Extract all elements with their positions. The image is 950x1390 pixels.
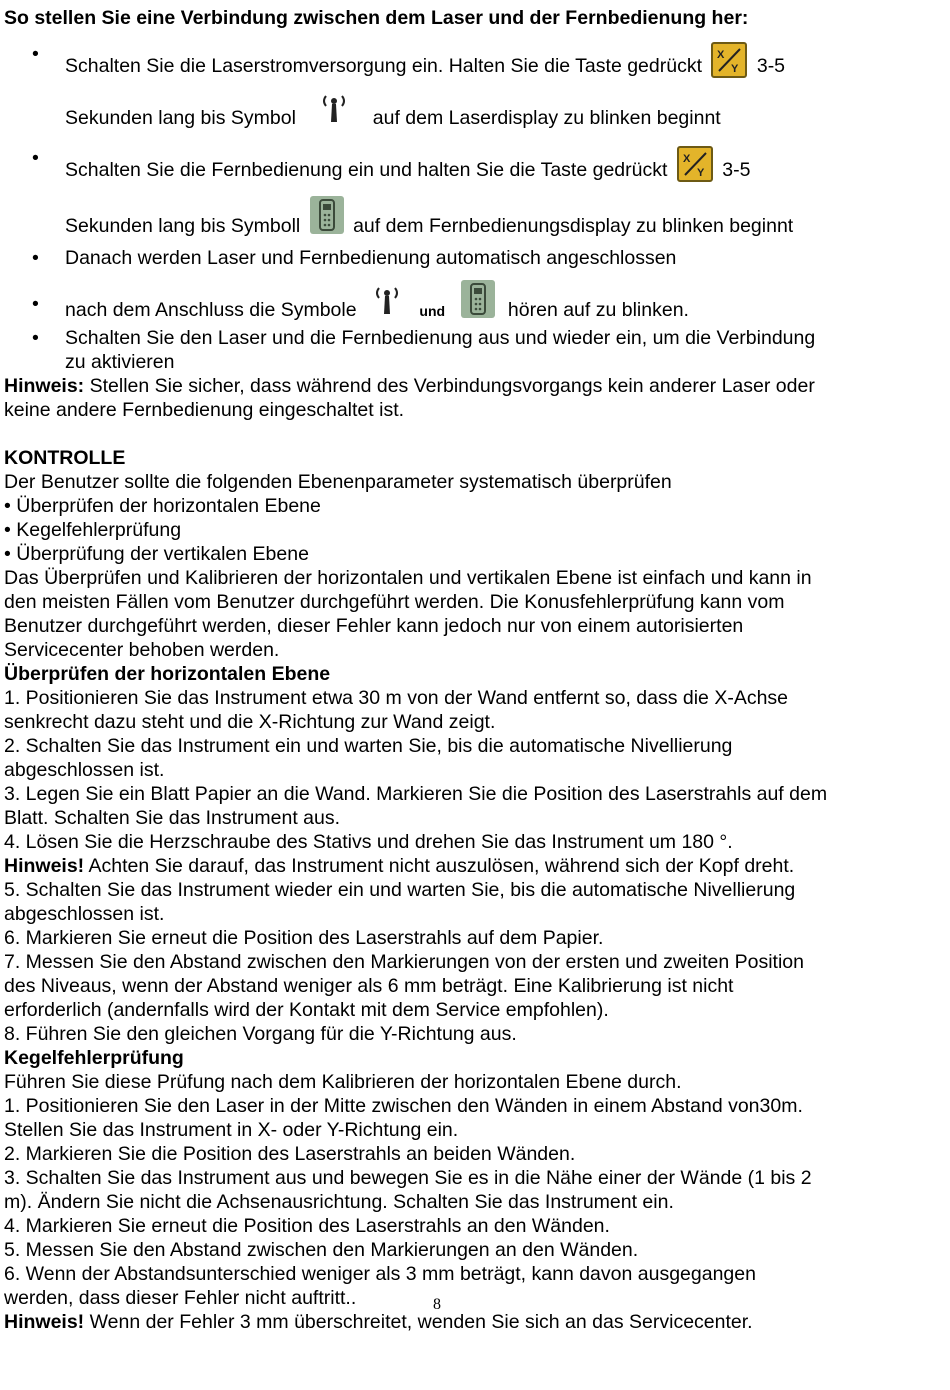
xy-button-icon	[677, 146, 713, 182]
horizontal-heading: Überprüfen der horizontalen Ebene	[4, 663, 331, 685]
paragraph-line: Das Überprüfen und Kalibrieren der horizontalen und vertikalen Ebene ist einfach und kann in	[4, 567, 812, 589]
paragraph-line: werden, dass dieser Fehler nicht auftritt..	[4, 1287, 357, 1309]
list-item: • Schalten Sie die Fernbedienung ein und halten Sie die Taste gedrückt X Y 3-5 Sekunden lang bis Symboll auf dem Fernbedienungsdisplay zu blinken beginnt	[32, 147, 794, 237]
paragraph-line: Blatt. Schalten Sie das Instrument aus.	[4, 807, 341, 829]
hint-paragraph: Hinweis! Wenn der Fehler 3 mm überschreitet, wenden Sie sich an das Servicecenter.	[4, 1311, 753, 1333]
paragraph-line: Servicecenter behoben werden.	[4, 639, 280, 661]
paragraph-line: senkrecht dazu steht und die X-Richtung zur Wand zeigt.	[4, 711, 496, 733]
paragraph-line: 1. Positionieren Sie das Instrument etwa 30 m von der Wand entfernt so, dass die X-Achse	[4, 687, 789, 709]
remote-control-icon	[461, 280, 495, 318]
paragraph-line: 2. Markieren Sie die Position des Laserstrahls an beiden Wänden.	[4, 1143, 576, 1165]
antenna-signal-icon	[317, 90, 351, 126]
paragraph-line: 3. Legen Sie ein Blatt Papier an die Wand. Markieren Sie die Position des Laserstrahls auf dem	[4, 783, 828, 805]
paragraph-line: 6. Markieren Sie erneut die Position des Laserstrahls auf dem Papier.	[4, 927, 604, 949]
paragraph-line: Führen Sie diese Prüfung nach dem Kalibrieren der horizontalen Ebene durch.	[4, 1071, 682, 1093]
svg-text:X: X	[717, 49, 725, 61]
paragraph-line: 4. Markieren Sie erneut die Position des Laserstrahls an den Wänden.	[4, 1215, 610, 1237]
svg-text:Y: Y	[731, 63, 739, 75]
paragraph-line: abgeschlossen ist.	[4, 759, 165, 781]
list-item: • Danach werden Laser und Fernbedienung automatisch angeschlossen	[32, 247, 677, 269]
kontrolle-heading: KONTROLLE	[4, 447, 126, 469]
document-page: So stellen Sie eine Verbindung zwischen dem Laser und der Fernbedienung her: • Schalten Sie die Laserstromversorgung ein. Halten Sie die Taste gedrückt X Y 3-5 Sekunden lang bis Symbol auf dem Laserdisplay zu blinken beginnt • Schalten Sie die Fernbedienung ein und halten Sie die Taste gedrückt X Y 3-5 Sekunden lang bis Symboll auf dem Fernbedienungsdisplay zu blinken beginnt • Danach werden Laser und Fernbedienung automatisch angeschlossen • nach dem Anschluss die Symbole und hören auf zu blinken. • Schalten Sie den Laser und die Fernbedienung aus und wieder ein, um die Verbindung zu aktivieren Hinweis: Stellen Sie sicher, dass während des Verbindungsvorgangs kein anderer Laser oder keine andere Fernbedienung eingeschaltet ist. KONTROLLE Der Benutzer sollte die folgenden Ebenenparameter systematisch überprüfen • Überprüfen der horizontalen Ebene • Kegelfehlerprüfung • Überprüfung der vertikalen Ebene Das Überprüfen und Kalibrieren der horizontalen und vertikalen Ebene ist einfach und kann in den meisten Fällen vom Benutzer durchgeführt werden. Die Konusfehlerprüfung kann vom Benutzer durchgeführt werden, dieser Fehler kann jedoch nur von einem autorisierten Servicecenter behoben werden. Überprüfen der horizontalen Ebene 1. Positionieren Sie das Instrument etwa 30 m von der Wand entfernt so, dass die X-Achse senkrecht dazu steht und die X-Richtung zur Wand zeigt. 2. Schalten Sie das Instrument ein und warten Sie, bis die automatische Nivellierung abgeschlossen ist. 3. Legen Sie ein Blatt Papier an die Wand. Markieren Sie die Position des Laserstrahls auf dem Blatt. Schalten Sie das Instrument aus. 4. Lösen Sie die Herzschraube des Stativs und drehen Sie das Instrument um 180 °. Hinweis! Achten Sie darauf, das Instrument nicht auszulösen, während sich der Kopf dreht. 5. Schalten Sie das Instrument wieder ein und warten Sie, bis die automatische Nivellierung abgeschlossen ist. 6. Markieren Sie erneut die Position des Laserstrahls auf dem Papier. 7. Messen Sie den Abstand zwischen den Markierungen von der ersten und zweiten Position des Niveaus, wenn der Abstand weniger als 6 mm beträgt. Eine Kalibrierung ist nicht erforderlich (andernfalls wird der Kontakt mit dem Service empfohlen). 8. Führen Sie den gleichen Vorgang für die Y-Richtung aus. Kegelfehlerprüfung Führen Sie diese Prüfung nach dem Kalibrieren der horizontalen Ebene durch. 1. Positionieren Sie den Laser in der Mitte zwischen den Wänden in einem Abstand von30m. Stellen Sie das Instrument in X- oder Y-Richtung ein. 2. Markieren Sie die Position des Laserstrahls an beiden Wänden. 3. Schalten Sie das Instrument aus und bewegen Sie es in die Nähe einer der Wände (1 bis 2 m). Ändern Sie nicht die Achsenausrichtung. Schalten Sie das Instrument ein. 4. Markieren Sie erneut die Position des Laserstrahls an den Wänden. 5. Messen Sie den Abstand zwischen den Markierungen an den Wänden. 6. Wenn der Abstandsunterschied weniger als 3 mm beträgt, kann davon ausgegangen werden, dass dieser Fehler nicht auftritt.. Hinweis! Wenn der Fehler 3 mm überschreitet, wenden Sie sich an das Servicecenter.	[4, 6, 944, 1334]
kegel-heading: Kegelfehlerprüfung	[4, 1047, 184, 1069]
paragraph-line: m). Ändern Sie nicht die Achsenausrichtung. Schalten Sie das Instrument ein.	[4, 1191, 674, 1213]
connect-heading: So stellen Sie eine Verbindung zwischen dem Laser und der Fernbedienung her:	[4, 7, 749, 29]
paragraph-line: 8. Führen Sie den gleichen Vorgang für die Y-Richtung aus.	[4, 1023, 517, 1045]
hint-paragraph: Hinweis! Achten Sie darauf, das Instrument nicht auszulösen, während sich der Kopf dreht.	[4, 855, 795, 877]
paragraph-line: abgeschlossen ist.	[4, 903, 165, 925]
paragraph-line: 1. Positionieren Sie den Laser in der Mitte zwischen den Wänden in einem Abstand von30m.	[4, 1095, 803, 1117]
paragraph-line: den meisten Fällen vom Benutzer durchgeführt werden. Die Konusfehlerprüfung kann vom	[4, 591, 785, 613]
svg-text:X: X	[682, 153, 691, 165]
page-number: 8	[433, 1296, 441, 1313]
paragraph-line: 2. Schalten Sie das Instrument ein und warten Sie, bis die automatische Nivellierung	[4, 735, 733, 757]
list-item: • Schalten Sie den Laser und die Fernbedienung aus und wieder ein, um die Verbindung zu aktivieren	[32, 327, 816, 373]
xy-button-icon	[711, 42, 747, 78]
paragraph-line: 5. Schalten Sie das Instrument wieder ein und warten Sie, bis die automatische Nivellierung	[4, 879, 796, 901]
remote-control-icon	[310, 196, 344, 234]
paragraph-line: Stellen Sie das Instrument in X- oder Y-Richtung ein.	[4, 1119, 459, 1141]
paragraph-line: Benutzer durchgeführt werden, dieser Fehler kann jedoch nur von einem autorisierten	[4, 615, 744, 637]
list-item: • Schalten Sie die Laserstromversorgung ein. Halten Sie die Taste gedrückt X Y 3-5 Sekunden lang bis Symbol auf dem Laserdisplay zu blinken beginnt	[32, 43, 786, 129]
svg-text:Y: Y	[696, 167, 705, 179]
paragraph-line: 3. Schalten Sie das Instrument aus und bewegen Sie es in die Nähe einer der Wände (1 bis 2	[4, 1167, 812, 1189]
paragraph-line: erforderlich (andernfalls wird der Kontakt mit dem Service empfohlen).	[4, 999, 609, 1021]
paragraph-line: 6. Wenn der Abstandsunterschied weniger als 3 mm beträgt, kann davon ausgegangen	[4, 1263, 756, 1285]
paragraph-line: 4. Lösen Sie die Herzschraube des Stativs und drehen Sie das Instrument um 180 °.	[4, 831, 733, 853]
paragraph-line: 7. Messen Sie den Abstand zwischen den Markierungen von der ersten und zweiten Position	[4, 951, 804, 973]
list-item: • Überprüfen der horizontalen Ebene	[4, 495, 321, 517]
antenna-signal-icon	[370, 282, 404, 318]
list-item: • Überprüfung der vertikalen Ebene	[4, 543, 309, 565]
paragraph-line: des Niveaus, wenn der Abstand weniger als 6 mm beträgt. Eine Kalibrierung ist nicht	[4, 975, 734, 997]
paragraph-line: 5. Messen Sie den Abstand zwischen den Markierungen an den Wänden.	[4, 1239, 639, 1261]
hint-paragraph: Hinweis: Stellen Sie sicher, dass während des Verbindungsvorgangs kein anderer Laser oder	[4, 375, 815, 397]
list-item: • nach dem Anschluss die Symbole und hören auf zu blinken.	[4, 280, 944, 334]
list-item: • Kegelfehlerprüfung	[4, 519, 182, 541]
